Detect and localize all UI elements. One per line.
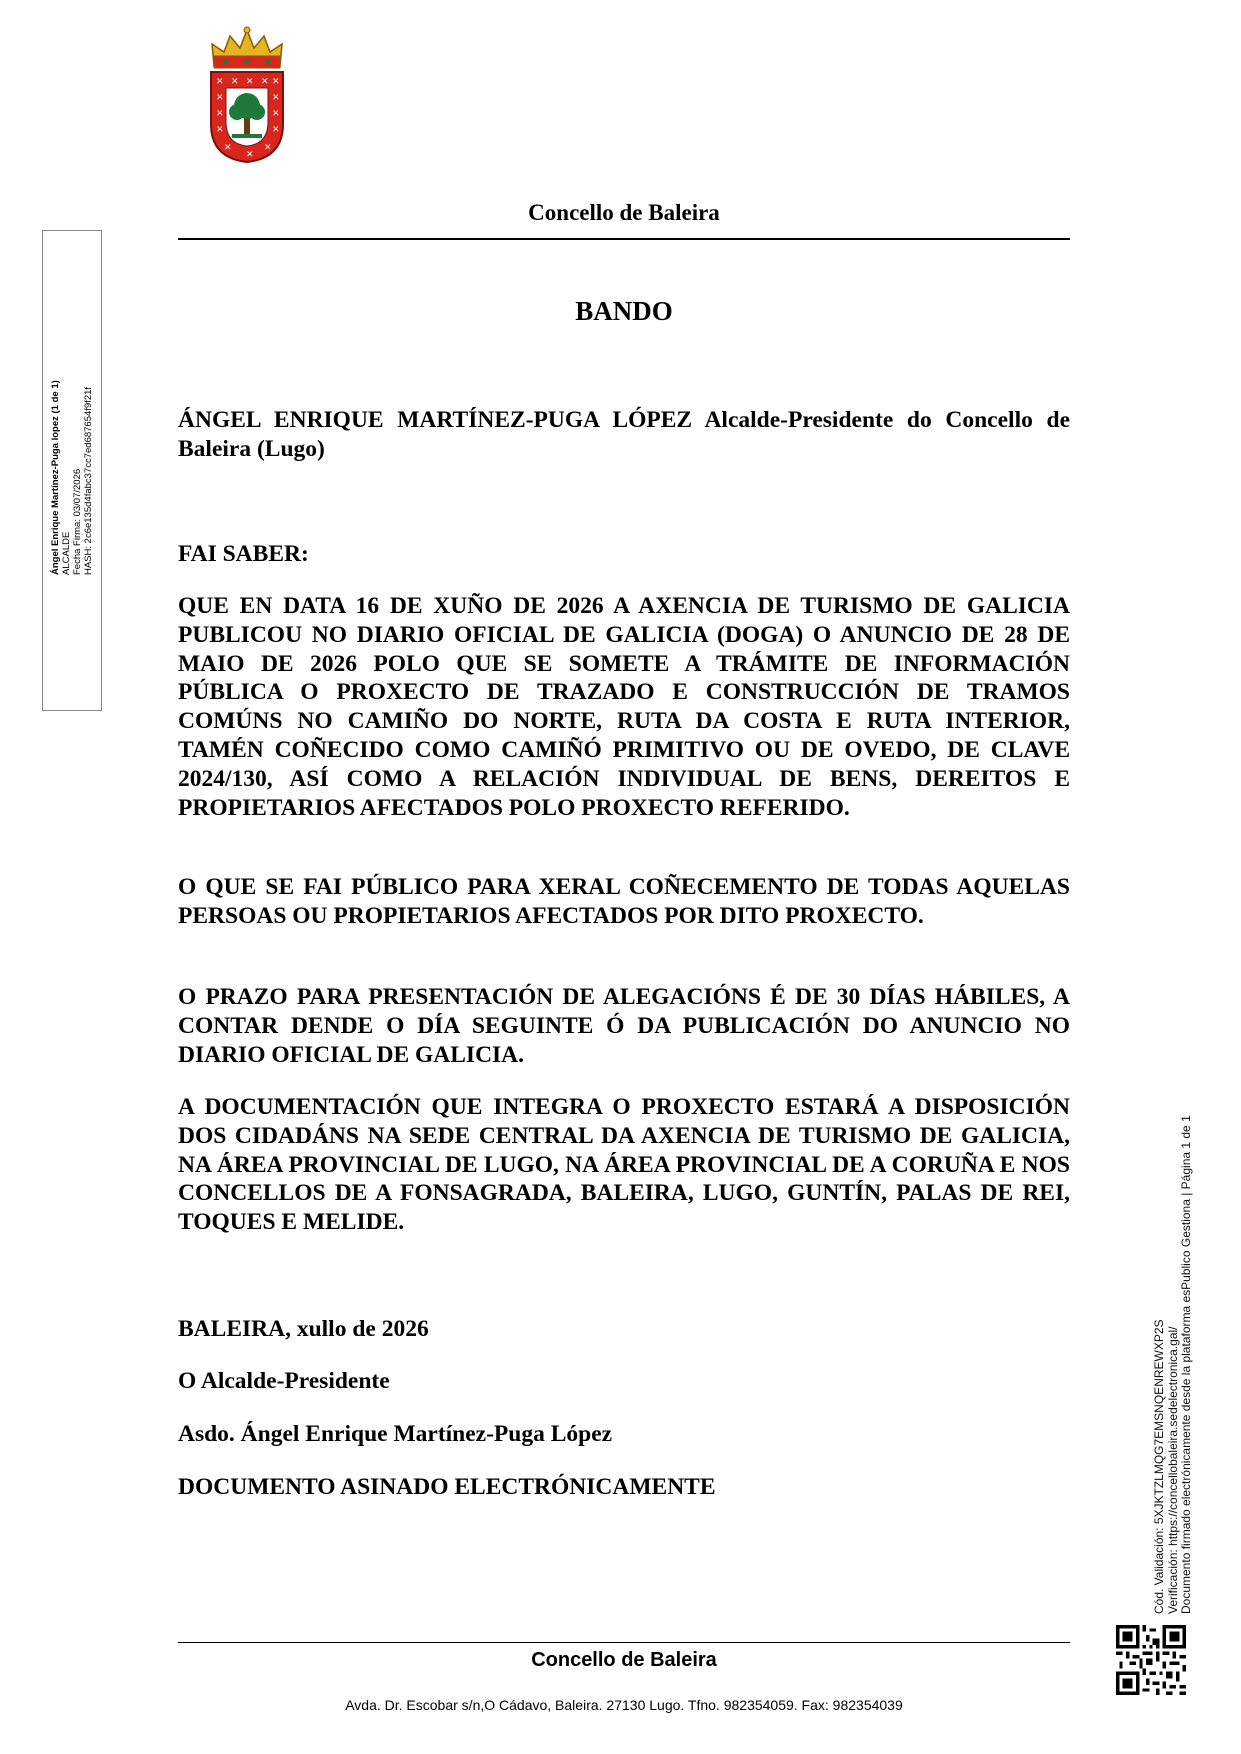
svg-text:✕: ✕: [224, 143, 232, 153]
signature-stamp: [50, 375, 94, 575]
platform-note: Documento firmado electrónicamente desde la plataforma esPublico Gestiona | Página 1 de 1: [1179, 1115, 1193, 1614]
announcement-heading: FAI SABER:: [178, 541, 309, 567]
signer-role: O Alcalde-Presidente: [178, 1368, 390, 1394]
footer-divider: [178, 1642, 1070, 1643]
qr-code-icon[interactable]: [1116, 1625, 1186, 1695]
svg-text:✕: ✕: [272, 93, 280, 103]
electronic-signature-note: DOCUMENTO ASINADO ELECTRÓNICAMENTE: [178, 1474, 716, 1500]
footer-address: Avda. Dr. Escobar s/n,O Cádavo, Baleira. 27130 Lugo. Tfno. 982354059. Fax: 982354039: [345, 1697, 903, 1713]
header-title: Concello de Baleira: [528, 200, 720, 225]
svg-text:✕: ✕: [246, 150, 254, 160]
issuer-statement: ÁNGEL ENRIQUE MARTÍNEZ-PUGA LÓPEZ Alcalde-Presidente do Concello de Baleira (Lugo): [178, 407, 1070, 462]
svg-text:✕: ✕: [261, 77, 269, 87]
footer-name: Concello de Baleira: [531, 1649, 717, 1671]
svg-text:✕: ✕: [231, 77, 239, 87]
svg-text:✕: ✕: [272, 77, 280, 87]
validation-code: Cód. Validación: 5XJKTZLMQG7EMSNQENREWXP2S: [1152, 1319, 1166, 1614]
stamp-signer: Ángel Enrique Martínez-Puga lopez (1 de 1): [50, 380, 61, 575]
header-divider: [178, 238, 1070, 240]
svg-text:✕: ✕: [216, 125, 224, 135]
document-title: BANDO: [575, 296, 673, 326]
svg-text:✕: ✕: [264, 143, 272, 153]
body-paragraph: QUE EN DATA 16 DE XUÑO DE 2026 A AXENCIA DE TURISMO DE GALICIA PUBLICOU NO DIARIO OFICIAL DE GALICIA (DOGA) O ANUNCIO DE 28 DE MAIO DE 2026 POLO QUE SE SOMETE A TRÁMITE DE INFORMACIÓN PÚBLICA O PROXECTO DE TRAZADO E CONSTRUCCIÓN DE TRAMOS COMÚNS NO CAMIÑO DO NORTE, RUTA DA COSTA E RUTA INTERIOR, TAMÉN COÑECIDO COMO CAMIÑÓ PRIMITIVO OU DE OVEDO, DE CLAVE 2024/130, ASÍ COMO A RELACIÓN INDIVIDUAL DE BENS, DEREITOS E PROPIETARIOS AFECTADOS POLO PROXECTO REFERIDO.: [178, 593, 1070, 821]
svg-text:✕: ✕: [216, 77, 224, 87]
svg-text:✕: ✕: [246, 77, 254, 87]
svg-text:✕: ✕: [272, 109, 280, 119]
body-paragraph: O PRAZO PARA PRESENTACIÓN DE ALEGACIÓNS É DE 30 DÍAS HÁBILES, A CONTAR DENDE O DÍA SEGUINTE Ó DA PUBLICACIÓN DO ANUNCIO NO DIARIO OFICIAL DE GALICIA.: [178, 984, 1070, 1068]
stamp-hash: HASH: 2c6e135d4fabc37cc7ed687654f9f21f: [83, 386, 94, 575]
place-date: BALEIRA, xullo de 2026: [178, 1316, 429, 1342]
stamp-date: Fecha Firma: 03/07/2026: [72, 468, 83, 575]
svg-text:✕: ✕: [272, 125, 280, 135]
body-paragraph: A DOCUMENTACIÓN QUE INTEGRA O PROXECTO ESTARÁ A DISPOSICIÓN DOS CIDADÁNS NA SEDE CENTRAL DA AXENCIA DE TURISMO DE GALICIA, NA ÁREA PROVINCIAL DE LUGO, NA ÁREA PROVINCIAL DE A CORUÑA E NOS CONCELLOS DE A FONSAGRADA, BALEIRA, LUGO, GUNTÍN, PALAS DE REI, TOQUES E MELIDE.: [178, 1094, 1070, 1236]
validation-info: [1153, 1094, 1194, 1614]
svg-text:✕: ✕: [216, 109, 224, 119]
stamp-role: ALCALDE: [61, 531, 72, 575]
signature-line: Asdo. Ángel Enrique Martínez-Puga López: [178, 1421, 613, 1447]
coat-of-arms-icon: [206, 26, 288, 164]
verification-url[interactable]: Verificación: https://concellobaleira.sedelectronica.gal/: [1165, 1326, 1180, 1614]
body-paragraph: O QUE SE FAI PÚBLICO PARA XERAL COÑECEMENTO DE TODAS AQUELAS PERSOAS OU PROPIETARIOS AFECTADOS POR DITO PROXECTO.: [178, 874, 1070, 929]
svg-text:✕: ✕: [216, 93, 224, 103]
